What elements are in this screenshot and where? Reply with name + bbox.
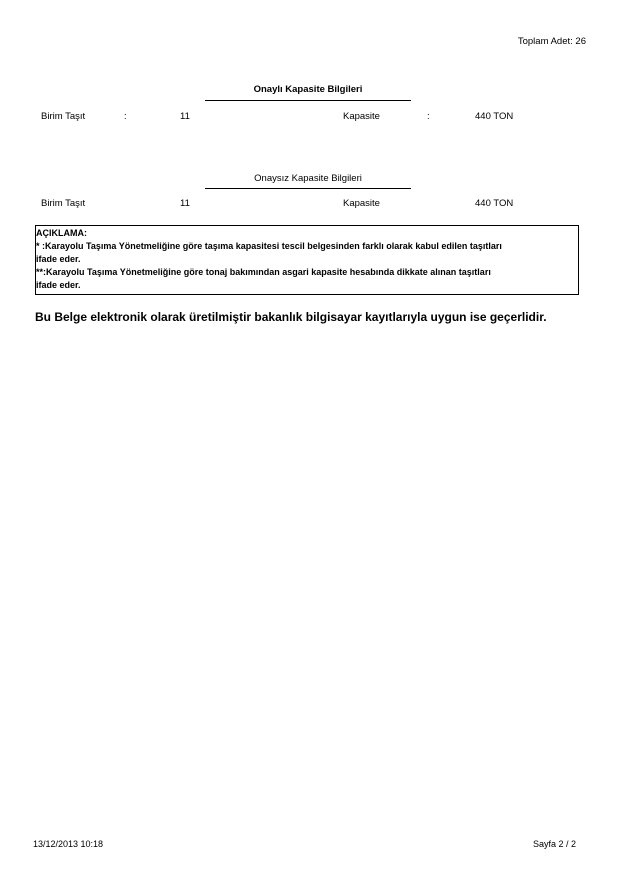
explanation-line-4: ifade eder. <box>36 280 81 290</box>
validity-statement: Bu Belge elektronik olarak üretilmiştir bakanlık bilgisayar kayıtlarıyla uygun ise geçerlidir. <box>35 310 547 324</box>
unapproved-capacity-title: Onaysız Kapasite Bilgileri <box>254 173 362 184</box>
total-count: Toplam Adet: 26 <box>517 36 586 47</box>
unapproved-unit-label: Birim Taşıt <box>41 198 86 209</box>
footer-page-number: Sayfa 2 / 2 <box>532 839 576 849</box>
explanation-line-2: ifade eder. <box>36 254 81 264</box>
explanation-line-1: * :Karayolu Taşıma Yönetmeliğine göre taşıma kapasitesi tescil belgesinden farklı olarak kabul edilen taşıtları <box>36 241 502 251</box>
unapproved-unit-value: 11 <box>180 198 190 209</box>
explanation-line-3: **:Karayolu Taşıma Yönetmeliğine göre tonaj bakımından asgari kapasite hesabında dikkate alınan taşıtları <box>36 267 491 277</box>
unapproved-capacity-value: 440 TON <box>475 198 514 209</box>
approved-capacity-label: Kapasite <box>343 111 380 122</box>
approved-unit-value: 11 <box>180 111 190 122</box>
approved-unit-colon: : <box>124 111 127 122</box>
unapproved-capacity-label: Kapasite <box>343 198 380 209</box>
approved-title-underline <box>205 100 411 101</box>
approved-unit-label: Birim Taşıt <box>41 111 86 122</box>
approved-capacity-value: 440 TON <box>475 111 514 122</box>
approved-capacity-title: Onaylı Kapasite Bilgileri <box>253 84 363 95</box>
explanation-heading: AÇIKLAMA: <box>36 228 87 238</box>
footer-datetime: 13/12/2013 10:18 <box>33 839 104 849</box>
unapproved-title-underline <box>205 188 411 189</box>
approved-capacity-colon: : <box>427 111 430 122</box>
explanation-box <box>35 225 579 295</box>
